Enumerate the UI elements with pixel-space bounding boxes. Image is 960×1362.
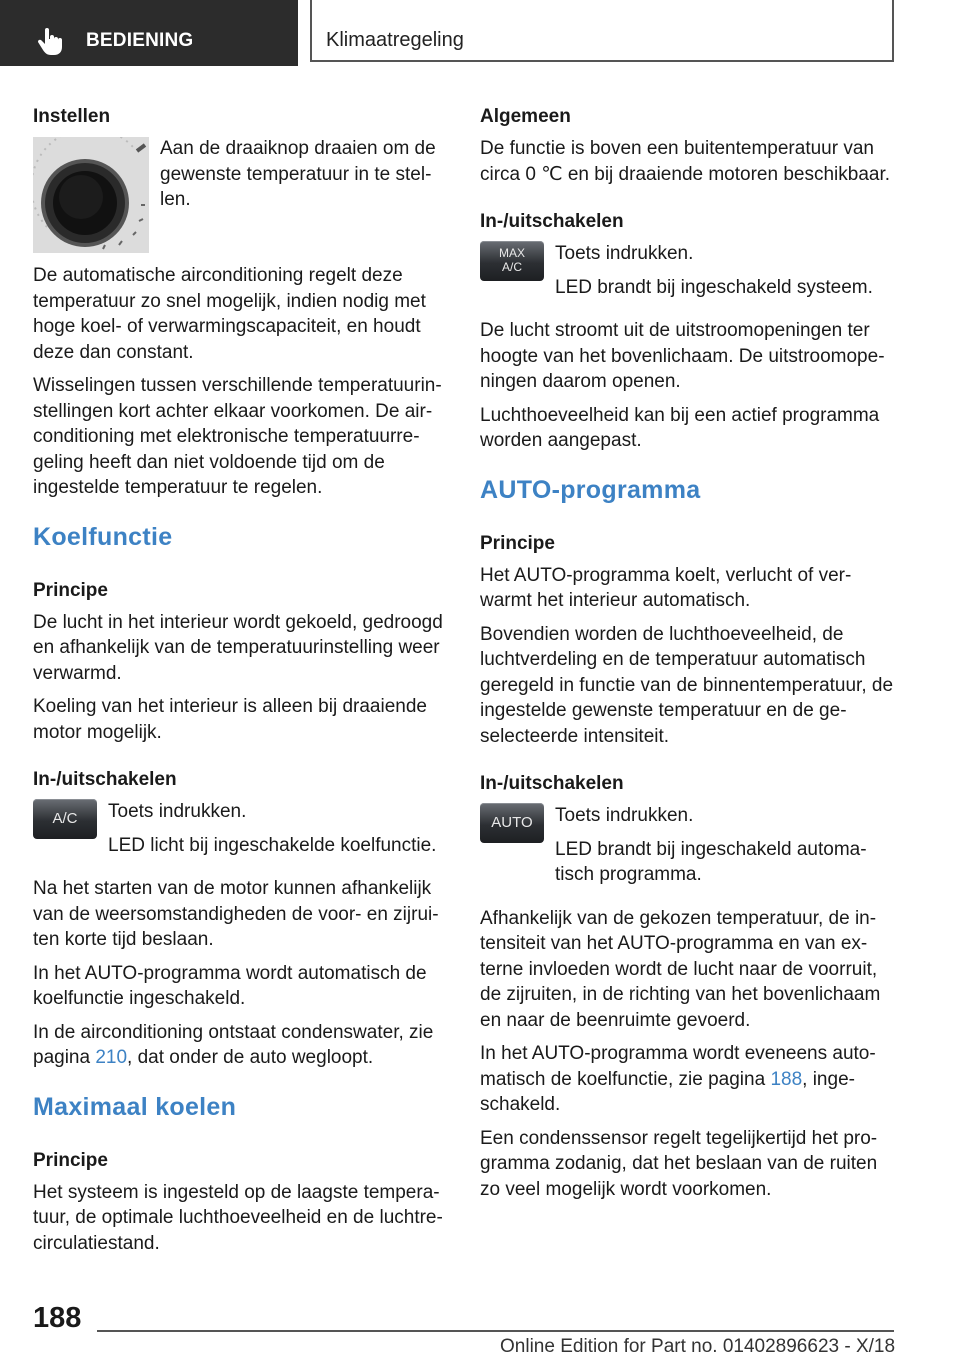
paragraph: De lucht in het interieur wordt gekoeld, gedroogd en afhankelijk van de temperatuurinstelling weer verwarmd. xyxy=(33,611,443,684)
auto-button-label: AUTO xyxy=(491,814,533,831)
section-tab xyxy=(0,0,298,66)
ac-button-label: A/C xyxy=(52,810,78,827)
section-title-koelfunctie: Koelfunctie xyxy=(33,522,173,551)
figure-knob xyxy=(33,136,447,253)
section-label: BEDIENING xyxy=(86,30,194,51)
header-title-box xyxy=(310,0,894,62)
figure-auto-button xyxy=(480,803,894,896)
page-link-188[interactable]: 188 xyxy=(770,1068,803,1090)
paragraph: Koeling van het interieur is alleen bij draaiende motor mogelijk. xyxy=(33,696,427,743)
paragraph: Luchthoeveelheid kan bij een actief programma worden aangepast. xyxy=(480,404,880,451)
knob-icon xyxy=(33,137,149,253)
figure-line: LED licht bij ingeschakelde koelfunctie. xyxy=(108,834,437,856)
section-title-maximaal-koelen: Maximaal koelen xyxy=(33,1092,237,1121)
paragraph: Bovendien worden de luchthoeveelheid, de luchtverdeling en de temperatuur automatisch geregeld in functie van de binnentemperatuur, de ingestelde gewenste temperatuur en de ge-selecteerde intensiteit. xyxy=(480,623,894,747)
right-column xyxy=(480,104,894,1210)
paragraph: In het AUTO-programma wordt automatisch de koelfunctie ingeschakeld. xyxy=(33,962,427,1009)
paragraph: De functie is boven een buitentemperatuur van circa 0 ℃ en bij draaiende motoren beschikbaar. xyxy=(480,138,891,185)
paragraph: De automatische airconditioning regelt deze temperatuur zo snel mogelijk, indien nodig met hoge koel- of verwarmingscapaciteit, en houdt deze dan constant. xyxy=(33,265,426,363)
page-title: Klimaatregeling xyxy=(326,29,464,51)
footer-divider xyxy=(97,1330,894,1332)
figure-line: Toets indrukken. xyxy=(108,801,247,822)
auto-button-image xyxy=(480,803,544,843)
paragraph: In het AUTO-programma wordt eveneens auto-matisch de koelfunctie, zie pagina 188, inge-schakeld. xyxy=(480,1043,876,1115)
subheading-in-uitschakelen: In-/uitschakelen xyxy=(33,769,177,790)
paragraph: Het systeem is ingesteld op de laagste tempera-tuur, de optimale luchthoeveelheid en de luchtre-circulatiestand. xyxy=(33,1181,443,1254)
max-button-line1: MAX xyxy=(498,246,525,260)
page-header xyxy=(0,0,960,66)
footer-edition: Online Edition for Part no. 01402896623 - X/18 xyxy=(500,1336,896,1357)
hand-pointer-icon xyxy=(36,27,66,57)
figure-max-ac-button xyxy=(480,241,894,308)
paragraph: Na het starten van de motor kunnen afhankelijk van de weersomstandigheden de voor- en zijrui-ten korte tijd beslaan. xyxy=(33,878,439,950)
left-column xyxy=(33,104,447,1264)
temperature-knob-image xyxy=(33,137,149,253)
section-title-auto-programma: AUTO-programma xyxy=(480,475,701,504)
subheading-in-uitschakelen: In-/uitschakelen xyxy=(480,773,624,794)
subheading-in-uitschakelen: In-/uitschakelen xyxy=(480,211,624,232)
paragraph: De lucht stroomt uit de uitstroomopeningen ter hoogte van het bovenlichaam. De uitstroomope-ningen daarom openen. xyxy=(480,320,885,392)
subheading-principe: Principe xyxy=(33,1149,108,1171)
figure-line: Toets indrukken. xyxy=(555,243,694,264)
heading-instellen: Instellen xyxy=(33,106,111,127)
figure-line: Toets indrukken. xyxy=(555,805,694,826)
subheading-principe: Principe xyxy=(33,579,108,601)
knob-instruction: Aan de draaiknop draaien om de gewenste temperatuur in te stel-len. xyxy=(160,138,436,210)
max-button-line2: A/C xyxy=(501,260,522,274)
page-number: 188 xyxy=(33,1302,82,1334)
paragraph: Wisselingen tussen verschillende temperatuurin-stellingen kort achter elkaar voorkomen. De air-conditioning met elektronische temperatuurre-geling heeft dan niet voldoende tijd om de ingestelde temperatuur te regelen. xyxy=(33,375,442,498)
paragraph: In de airconditioning ontstaat condenswater, zie pagina 210, dat onder de auto wegloopt. xyxy=(33,1021,434,1068)
paragraph: Afhankelijk van de gekozen temperatuur, de in-tensiteit van het AUTO-programma en van ex-terne invloeden wordt de lucht naar de voorruit, de zijruiten, in de richting van het bovenlichaam en naar de beenruimte gevoerd. xyxy=(480,907,881,1031)
figure-line: LED brandt bij ingeschakeld systeem. xyxy=(555,276,873,298)
paragraph: Een condenssensor regelt tegelijkertijd het pro-gramma zodanig, dat het beslaan van de ruiten zo veel mogelijk wordt voorkomen. xyxy=(480,1127,878,1200)
paragraph: Het AUTO-programma koelt, verlucht of ver-warmt het interieur automatisch. xyxy=(480,564,852,611)
max-ac-button-image xyxy=(480,241,544,281)
page-link-210[interactable]: 210 xyxy=(95,1047,128,1068)
subheading-principe: Principe xyxy=(480,532,555,554)
figure-line: LED brandt bij ingeschakeld automa-tisch programma. xyxy=(555,838,867,885)
heading-algemeen: Algemeen xyxy=(480,106,571,127)
ac-button-image xyxy=(33,799,97,839)
figure-ac-button xyxy=(33,799,447,866)
